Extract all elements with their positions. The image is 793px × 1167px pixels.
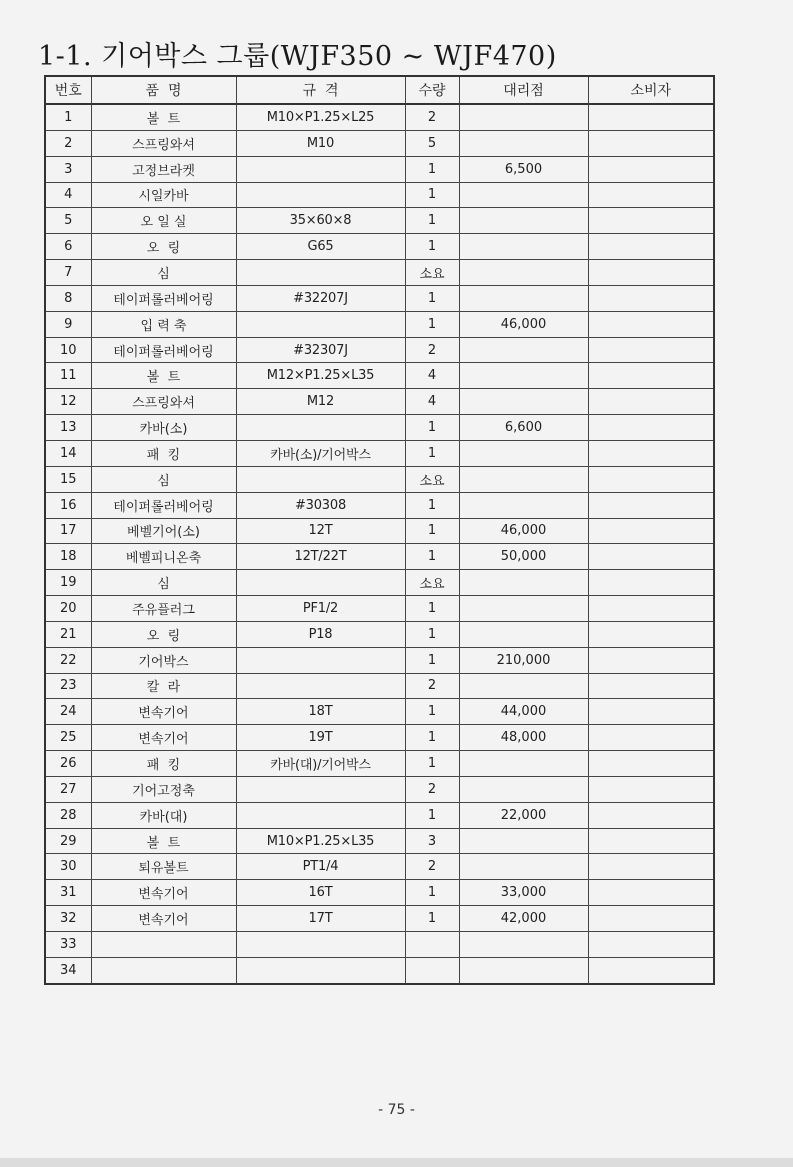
cell-part-name: 변속기어: [91, 725, 236, 751]
cell-dealer-price: [459, 182, 588, 208]
cell-quantity: 1: [405, 647, 459, 673]
table-row: [45, 415, 714, 441]
cell-number: 7: [45, 260, 91, 286]
cell-part-name: 변속기어: [91, 906, 236, 932]
table-row: [45, 466, 714, 492]
cell-spec: [236, 647, 405, 673]
cell-dealer-price: 6,500: [459, 156, 588, 182]
cell-consumer-price: [588, 854, 714, 880]
cell-dealer-price: 44,000: [459, 699, 588, 725]
cell-quantity: 1: [405, 415, 459, 441]
cell-dealer-price: 48,000: [459, 725, 588, 751]
cell-consumer-price: [588, 104, 714, 130]
cell-number: 24: [45, 699, 91, 725]
cell-consumer-price: [588, 285, 714, 311]
header-spec: 규 격: [236, 76, 405, 104]
cell-spec: [236, 466, 405, 492]
table-row: [45, 104, 714, 130]
cell-spec: [236, 415, 405, 441]
table-header: [45, 76, 714, 104]
cell-number: 20: [45, 596, 91, 622]
cell-dealer-price: 210,000: [459, 647, 588, 673]
table-row: [45, 156, 714, 182]
cell-quantity: 1: [405, 440, 459, 466]
cell-part-name: 시일카바: [91, 182, 236, 208]
cell-consumer-price: [588, 828, 714, 854]
cell-quantity: 5: [405, 130, 459, 156]
cell-number: 21: [45, 621, 91, 647]
cell-consumer-price: [588, 802, 714, 828]
table-row: [45, 647, 714, 673]
cell-part-name: 오 일 실: [91, 208, 236, 234]
cell-quantity: 1: [405, 182, 459, 208]
cell-spec: M10×P1.25×L25: [236, 104, 405, 130]
cell-number: 34: [45, 957, 91, 983]
cell-quantity: 1: [405, 311, 459, 337]
cell-number: 26: [45, 751, 91, 777]
table-row: [45, 389, 714, 415]
cell-spec: [236, 260, 405, 286]
cell-dealer-price: [459, 957, 588, 983]
cell-quantity: 1: [405, 544, 459, 570]
cell-spec: 12T: [236, 518, 405, 544]
cell-consumer-price: [588, 596, 714, 622]
cell-spec: P18: [236, 621, 405, 647]
cell-spec: #32307J: [236, 337, 405, 363]
cell-number: 11: [45, 363, 91, 389]
cell-part-name: 베벨피니온축: [91, 544, 236, 570]
table-row: [45, 260, 714, 286]
cell-number: 10: [45, 337, 91, 363]
cell-dealer-price: 33,000: [459, 880, 588, 906]
cell-spec: [236, 932, 405, 958]
cell-consumer-price: [588, 415, 714, 441]
cell-consumer-price: [588, 621, 714, 647]
cell-part-name: 베벨기어(소): [91, 518, 236, 544]
cell-part-name: 칼 라: [91, 673, 236, 699]
cell-spec: 16T: [236, 880, 405, 906]
cell-number: 13: [45, 415, 91, 441]
cell-spec: #30308: [236, 492, 405, 518]
header-quantity: 수량: [405, 76, 459, 104]
cell-consumer-price: [588, 725, 714, 751]
cell-number: 3: [45, 156, 91, 182]
cell-quantity: 3: [405, 828, 459, 854]
cell-spec: 35×60×8: [236, 208, 405, 234]
cell-spec: 12T/22T: [236, 544, 405, 570]
table-row: [45, 751, 714, 777]
cell-consumer-price: [588, 776, 714, 802]
header-dealer-price: 대리점: [459, 76, 588, 104]
cell-part-name: 스프링와셔: [91, 130, 236, 156]
cell-part-name: [91, 957, 236, 983]
cell-quantity: 1: [405, 880, 459, 906]
cell-dealer-price: [459, 337, 588, 363]
cell-quantity: 2: [405, 104, 459, 130]
table-row: [45, 699, 714, 725]
header-number: 번호: [45, 76, 91, 104]
cell-dealer-price: [459, 130, 588, 156]
cell-quantity: 1: [405, 596, 459, 622]
cell-consumer-price: [588, 440, 714, 466]
cell-quantity: 1: [405, 802, 459, 828]
cell-dealer-price: [459, 570, 588, 596]
cell-dealer-price: [459, 260, 588, 286]
cell-number: 8: [45, 285, 91, 311]
table-row: [45, 130, 714, 156]
table-row: [45, 518, 714, 544]
cell-dealer-price: [459, 285, 588, 311]
header-consumer-price: 소비자: [588, 76, 714, 104]
table-row: [45, 285, 714, 311]
cell-spec: 19T: [236, 725, 405, 751]
cell-dealer-price: [459, 854, 588, 880]
cell-part-name: [91, 932, 236, 958]
cell-part-name: 패 킹: [91, 440, 236, 466]
cell-consumer-price: [588, 208, 714, 234]
table-row: [45, 596, 714, 622]
cell-consumer-price: [588, 673, 714, 699]
cell-spec: 18T: [236, 699, 405, 725]
page-bottom-edge: [0, 1158, 793, 1167]
cell-dealer-price: 50,000: [459, 544, 588, 570]
cell-consumer-price: [588, 492, 714, 518]
cell-dealer-price: [459, 621, 588, 647]
cell-part-name: 심: [91, 260, 236, 286]
cell-consumer-price: [588, 570, 714, 596]
page-number: - 75 -: [378, 1102, 415, 1118]
cell-consumer-price: [588, 337, 714, 363]
cell-spec: M10×P1.25×L35: [236, 828, 405, 854]
cell-spec: M12×P1.25×L35: [236, 363, 405, 389]
cell-quantity: 2: [405, 854, 459, 880]
cell-part-name: 테이퍼롤러베어링: [91, 492, 236, 518]
cell-dealer-price: 46,000: [459, 518, 588, 544]
cell-number: 1: [45, 104, 91, 130]
cell-dealer-price: [459, 466, 588, 492]
table-row: [45, 802, 714, 828]
header-row: [45, 76, 714, 104]
parts-table: [44, 75, 715, 985]
cell-dealer-price: [459, 596, 588, 622]
cell-quantity: [405, 932, 459, 958]
cell-quantity: 1: [405, 285, 459, 311]
cell-dealer-price: [459, 492, 588, 518]
cell-consumer-price: [588, 932, 714, 958]
cell-spec: [236, 570, 405, 596]
table-row: [45, 880, 714, 906]
cell-quantity: 4: [405, 363, 459, 389]
cell-number: 16: [45, 492, 91, 518]
table-row: [45, 570, 714, 596]
table-row: [45, 854, 714, 880]
cell-dealer-price: 6,600: [459, 415, 588, 441]
table-row: [45, 311, 714, 337]
cell-dealer-price: [459, 776, 588, 802]
cell-number: 29: [45, 828, 91, 854]
cell-spec: 17T: [236, 906, 405, 932]
table-row: [45, 828, 714, 854]
cell-consumer-price: [588, 699, 714, 725]
table-row: [45, 182, 714, 208]
cell-number: 4: [45, 182, 91, 208]
cell-quantity: 1: [405, 234, 459, 260]
cell-quantity: 소요: [405, 466, 459, 492]
cell-quantity: 1: [405, 621, 459, 647]
cell-part-name: 주유플러그: [91, 596, 236, 622]
cell-number: 23: [45, 673, 91, 699]
cell-number: 19: [45, 570, 91, 596]
cell-part-name: 볼 트: [91, 104, 236, 130]
cell-dealer-price: [459, 828, 588, 854]
cell-dealer-price: [459, 389, 588, 415]
cell-dealer-price: 46,000: [459, 311, 588, 337]
cell-part-name: 카바(대): [91, 802, 236, 828]
cell-number: 14: [45, 440, 91, 466]
cell-quantity: 1: [405, 699, 459, 725]
cell-spec: M12: [236, 389, 405, 415]
cell-number: 18: [45, 544, 91, 570]
cell-dealer-price: [459, 440, 588, 466]
cell-part-name: 카바(소): [91, 415, 236, 441]
cell-number: 17: [45, 518, 91, 544]
cell-consumer-price: [588, 751, 714, 777]
header-part-name: 품 명: [91, 76, 236, 104]
cell-quantity: 4: [405, 389, 459, 415]
cell-number: 32: [45, 906, 91, 932]
cell-quantity: 2: [405, 776, 459, 802]
cell-consumer-price: [588, 957, 714, 983]
cell-number: 12: [45, 389, 91, 415]
cell-part-name: 오 링: [91, 234, 236, 260]
cell-dealer-price: [459, 104, 588, 130]
table-row: [45, 363, 714, 389]
cell-consumer-price: [588, 647, 714, 673]
cell-spec: PT1/4: [236, 854, 405, 880]
cell-spec: [236, 182, 405, 208]
cell-consumer-price: [588, 182, 714, 208]
table-row: [45, 440, 714, 466]
cell-part-name: 볼 트: [91, 363, 236, 389]
cell-number: 31: [45, 880, 91, 906]
cell-consumer-price: [588, 363, 714, 389]
table-row: [45, 776, 714, 802]
cell-part-name: 변속기어: [91, 699, 236, 725]
cell-spec: [236, 156, 405, 182]
cell-dealer-price: 22,000: [459, 802, 588, 828]
cell-consumer-price: [588, 466, 714, 492]
cell-part-name: 심: [91, 466, 236, 492]
cell-spec: 카바(대)/기어박스: [236, 751, 405, 777]
cell-number: 6: [45, 234, 91, 260]
cell-quantity: 소요: [405, 570, 459, 596]
cell-part-name: 심: [91, 570, 236, 596]
cell-dealer-price: [459, 673, 588, 699]
cell-number: 22: [45, 647, 91, 673]
cell-quantity: 2: [405, 337, 459, 363]
cell-quantity: 1: [405, 751, 459, 777]
cell-dealer-price: [459, 932, 588, 958]
table-row: [45, 337, 714, 363]
table-row: [45, 208, 714, 234]
cell-quantity: 1: [405, 906, 459, 932]
cell-quantity: 1: [405, 492, 459, 518]
cell-dealer-price: [459, 208, 588, 234]
cell-spec: M10: [236, 130, 405, 156]
cell-part-name: 퇴유볼트: [91, 854, 236, 880]
cell-part-name: 고정브라켓: [91, 156, 236, 182]
table-row: [45, 544, 714, 570]
cell-spec: [236, 311, 405, 337]
table-row: [45, 957, 714, 983]
cell-consumer-price: [588, 389, 714, 415]
cell-number: 15: [45, 466, 91, 492]
cell-quantity: 1: [405, 725, 459, 751]
cell-dealer-price: [459, 234, 588, 260]
cell-part-name: 패 킹: [91, 751, 236, 777]
cell-number: 9: [45, 311, 91, 337]
cell-part-name: 스프링와셔: [91, 389, 236, 415]
cell-number: 2: [45, 130, 91, 156]
cell-quantity: 소요: [405, 260, 459, 286]
cell-spec: [236, 802, 405, 828]
cell-spec: [236, 957, 405, 983]
cell-consumer-price: [588, 544, 714, 570]
cell-number: 25: [45, 725, 91, 751]
cell-number: 27: [45, 776, 91, 802]
cell-part-name: 입 력 축: [91, 311, 236, 337]
cell-dealer-price: [459, 363, 588, 389]
cell-dealer-price: 42,000: [459, 906, 588, 932]
cell-consumer-price: [588, 260, 714, 286]
cell-consumer-price: [588, 311, 714, 337]
cell-quantity: 1: [405, 518, 459, 544]
cell-dealer-price: [459, 751, 588, 777]
cell-quantity: 1: [405, 156, 459, 182]
cell-spec: #32207J: [236, 285, 405, 311]
cell-number: 28: [45, 802, 91, 828]
cell-number: 30: [45, 854, 91, 880]
cell-part-name: 기어박스: [91, 647, 236, 673]
cell-consumer-price: [588, 130, 714, 156]
cell-spec: 카바(소)/기어박스: [236, 440, 405, 466]
cell-consumer-price: [588, 906, 714, 932]
table-row: [45, 725, 714, 751]
cell-part-name: 테이퍼롤러베어링: [91, 285, 236, 311]
cell-consumer-price: [588, 234, 714, 260]
cell-part-name: 오 링: [91, 621, 236, 647]
cell-part-name: 기어고정축: [91, 776, 236, 802]
table-row: [45, 621, 714, 647]
table-row: [45, 673, 714, 699]
table-body: [45, 104, 714, 984]
table-row: [45, 906, 714, 932]
cell-consumer-price: [588, 156, 714, 182]
cell-quantity: 1: [405, 208, 459, 234]
cell-spec: PF1/2: [236, 596, 405, 622]
cell-part-name: 볼 트: [91, 828, 236, 854]
cell-part-name: 테이퍼롤러베어링: [91, 337, 236, 363]
cell-consumer-price: [588, 880, 714, 906]
cell-quantity: 2: [405, 673, 459, 699]
cell-spec: [236, 776, 405, 802]
cell-number: 5: [45, 208, 91, 234]
table-row: [45, 234, 714, 260]
cell-consumer-price: [588, 518, 714, 544]
cell-spec: G65: [236, 234, 405, 260]
cell-quantity: [405, 957, 459, 983]
table-row: [45, 492, 714, 518]
page-title: 1-1. 기어박스 그룹(WJF350 ~ WJF470): [38, 41, 557, 72]
cell-number: 33: [45, 932, 91, 958]
cell-spec: [236, 673, 405, 699]
table-row: [45, 932, 714, 958]
cell-part-name: 변속기어: [91, 880, 236, 906]
